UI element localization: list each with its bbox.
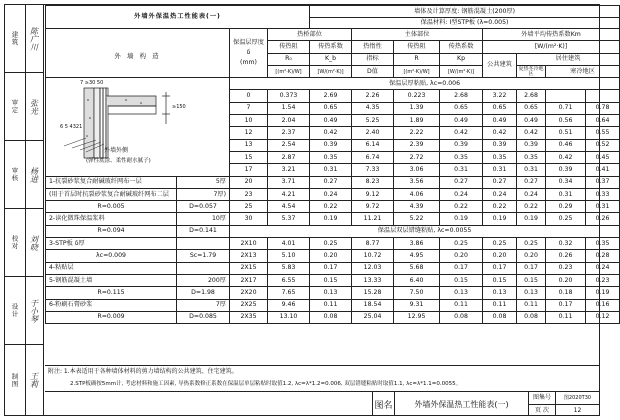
page-label: 页 次 [535,406,549,414]
section-single-layer-header: 保温层厚粘贴, λc=0.006 [230,78,620,90]
value-cell: 0.31 [546,188,586,200]
value-cell: 0.31 [310,164,352,176]
value-cell: 2.39 [394,139,440,151]
signature: 于小琴 [29,298,39,323]
residential-header: 居住建筑 [517,53,620,65]
main-area [45,5,610,415]
value-cell: 0.19 [517,213,546,225]
value-cell [586,90,620,102]
value-cell: 0.17 [546,299,586,311]
value-cell: 2X10 [230,238,268,250]
cold-region-header [546,65,620,77]
layer-name: (用于首层时抗裂砂浆复合耐碱玻纤网布二层 [46,188,177,200]
signature: 陈广川 [29,26,39,51]
value-cell: 0.45 [586,151,620,163]
value-cell: 0.08 [440,311,483,323]
value-cell: 0.17 [440,262,483,274]
value-cell: 1.54 [268,102,310,114]
value-cell: 23 [230,188,268,200]
value-cell: 2.37 [268,127,310,139]
strip-label: 校对 [10,235,19,250]
value-cell: 0.35 [517,151,546,163]
signature: 刘晓 [29,234,39,251]
table-row [46,250,620,262]
value-cell: 0.17 [517,262,546,274]
hot-bridge-header: 热桥部位 [268,29,352,41]
value-cell: 0.11 [517,299,546,311]
value-cell: 0.20 [310,250,352,262]
value-cell: 0.08 [310,311,352,323]
value-cell: 2.72 [394,151,440,163]
diagram-dim-side: ≥150 [172,104,186,111]
value-cell: 6.55 [268,274,310,286]
diagram-labels [46,78,230,170]
value-cell: 10.72 [352,250,394,262]
insulation-spec: 保温材料: Ⅰ型STP板 (λ=0.005) [420,18,509,26]
value-cell: 0.11 [440,299,483,311]
value-cell: 0.18 [546,287,586,299]
table-row [46,287,620,299]
layer-resistance: R=0.009 [46,311,177,323]
value-cell: 0.19 [483,213,517,225]
value-cell: 0.22 [483,201,517,213]
value-cell: 0.34 [546,176,586,188]
value-cell: 0.24 [586,262,620,274]
value-cell: 0.46 [546,139,586,151]
value-cell: 4.54 [268,201,310,213]
value-cell: 0.71 [546,102,586,114]
layer-name: 4-粘贴层 [46,262,177,274]
value-cell: 5.10 [268,250,310,262]
value-cell: 0.35 [586,238,620,250]
value-cell: 0.52 [586,139,620,151]
layer-thickness: 10厚 [177,213,230,225]
value-cell: 13.33 [352,274,394,286]
layer-name: 3-STP板 δ厚 [46,238,177,250]
signature-cell [25,5,43,73]
cold-region-label: 寒冷地区 [570,67,595,75]
value-cell: 0.31 [440,164,483,176]
value-cell: 2X17 [230,274,268,286]
signature-strip [25,5,44,415]
value-cell: 0 [230,90,268,102]
value-cell: 0.15 [310,274,352,286]
value-cell: 0.08 [483,311,517,323]
table-row [46,274,620,286]
strip-label: 建筑 [10,31,19,46]
value-cell: 2.22 [394,127,440,139]
value-cell: 8.23 [352,176,394,188]
layer-resistance: λc=0.009 [46,250,177,262]
value-cell: 0.23 [586,274,620,286]
value-cell: 18.54 [352,299,394,311]
hot-summer-header: 夏热冬冷地区 [518,65,544,77]
value-cell: 0.39 [310,139,352,151]
value-cell: 9.72 [352,201,394,213]
value-cell: 0.13 [310,287,352,299]
value-cell: 0.42 [517,127,546,139]
value-cell: 0.23 [546,262,586,274]
value-cell: 3.86 [394,238,440,250]
layer-inertia: Sc=1.79 [177,250,230,262]
layer-thickness: 200厚 [177,274,230,286]
value-cell: 0.65 [310,102,352,114]
value-cell: 0.22 [440,201,483,213]
avg-coef-header: 外墙平均传热系数Km [483,29,620,41]
table-row [46,176,620,188]
spec-cell [310,6,620,29]
layer-thickness: 5厚 [177,176,230,188]
value-cell: 0.13 [440,287,483,299]
value-cell: 0.39 [483,139,517,151]
value-cell: 2.54 [268,139,310,151]
value-cell: 0.373 [268,90,310,102]
value-cell: 0.223 [394,90,440,102]
ht-coef-label: 传热系数 [440,41,483,53]
value-cell: 0.24 [310,188,352,200]
value-cell: 2.69 [310,90,352,102]
value-cell: 9.12 [352,188,394,200]
value-cell: 11.21 [352,213,394,225]
layer-name: 2-读化微珠保温浆料 [46,213,177,225]
value-cell: 0.42 [546,151,586,163]
value-cell: 0.08 [517,311,546,323]
value-cell: 3.21 [268,164,310,176]
value-cell: 0.24 [483,188,517,200]
value-cell: 9.31 [394,299,440,311]
value-cell: 5.83 [268,262,310,274]
diagram-dim-top: 7 ≥30 50 [80,80,104,87]
value-cell: 2X25 [230,299,268,311]
table-row [46,213,620,225]
strip-label: 设计 [10,303,19,318]
value-cell: 10 [230,115,268,127]
value-cell: 2.87 [268,151,310,163]
value-cell: 25 [230,201,268,213]
value-cell: 0.17 [310,262,352,274]
note-1: 附注: 1.本表适用于各种墙体材料的剪力墙结构的公共建筑、住宅建筑。 [48,368,238,375]
value-cell: 5.25 [352,115,394,127]
value-cell: 15 [230,151,268,163]
signature-cell [25,73,43,141]
kb-unit: [W/(m²·K)] [310,65,352,77]
thickness-symbol: δ [246,49,251,57]
value-cell: 12 [230,127,268,139]
r-unit: [(m²·K)/W] [394,65,440,77]
thermal-inertia-label: 热惰性 [352,41,394,53]
layer-resistance: R=0.094 [46,225,177,237]
value-cell: 2.68 [517,90,546,102]
layer-thickness: 7厚 [177,299,230,311]
base-wall-spec: 墙体及计算厚度: 钢筋混凝土(200厚) [310,7,619,18]
value-cell: 4.35 [352,102,394,114]
value-cell: 3.56 [394,176,440,188]
kp-symbol: Kp [440,53,483,65]
value-cell [546,90,586,102]
value-cell: 0.22 [310,201,352,213]
layer-inertia: D=0.085 [177,311,230,323]
layer-resistance: R=0.005 [46,201,177,213]
table-row [46,238,620,250]
value-cell: 1.89 [394,115,440,127]
ht-resist-label: 传热阻 [268,41,310,53]
ht-resist-label: 传热阻 [394,41,440,53]
value-cell: 0.24 [440,188,483,200]
signature: 张光 [29,98,39,115]
public-building-header: 公共建筑 [483,53,517,78]
value-cell: 6.40 [394,274,440,286]
wall-structure-header [46,29,230,78]
value-cell: 3.06 [394,164,440,176]
value-cell: 4.01 [268,238,310,250]
value-cell: 0.26 [586,213,620,225]
layer-resistance: R=0.115 [46,287,177,299]
strip-label: 审定 [10,99,19,114]
r0-unit: [(m²·K)/W] [268,65,310,77]
value-cell: 0.35 [440,151,483,163]
value-cell: 0.11 [310,299,352,311]
value-cell: 0.41 [586,164,620,176]
signature-cell [25,277,43,345]
value-cell: 0.51 [546,127,586,139]
value-cell: 1.39 [394,102,440,114]
value-cell: 6.74 [352,151,394,163]
value-cell: 0.19 [586,287,620,299]
value-cell: 0.49 [517,115,546,127]
value-cell: 0.32 [546,238,586,250]
value-cell: 0.64 [586,115,620,127]
value-cell: 0.35 [310,151,352,163]
value-cell: 2.26 [352,90,394,102]
signature: 王莉 [29,372,39,388]
value-cell: 0.13 [517,287,546,299]
strip-cell [5,209,25,277]
value-cell: 17 [230,164,268,176]
table-row [46,188,620,200]
signature: 杨进 [29,166,39,183]
diagram-caption-2: (弹性底涂、柔性耐水腻子) [86,158,151,165]
layer-name: 5-钢筋混凝土墙 [46,274,177,286]
signature-cell [25,345,43,415]
value-cell: 0.25 [517,238,546,250]
atlas-label: 图集号 [529,392,555,405]
value-cell: 0.27 [440,176,483,188]
value-cell: 9.46 [268,299,310,311]
value-cell: 3.71 [268,176,310,188]
drawing-name: 外墙外保温热工性能表(一) [394,392,528,416]
value-cell: 0.31 [483,164,517,176]
value-cell: 0.20 [440,250,483,262]
value-cell: 0.24 [517,188,546,200]
thickness-header [230,29,268,78]
approval-strip [5,5,26,415]
value-cell: 0.17 [483,262,517,274]
signature-cell [25,209,43,277]
value-cell: 4.06 [394,188,440,200]
value-cell: 0.11 [483,299,517,311]
note-2: 2.STP板确按5mm计, 考虑材料和施工因素, 导热系数修正系数在保温层单层粘贴时取值1.2, λc=λ*1.2=0.006, 双层错缝粘贴时取值1.1, λc=λ*1.1=0.0055。 [70,381,462,387]
d-value-label: D值 [352,65,394,77]
value-cell: 0.29 [546,201,586,213]
value-cell: 6.14 [352,139,394,151]
strip-label: 制图 [10,372,19,388]
value-cell: 0.15 [517,274,546,286]
thermal-table [45,5,620,324]
value-cell: 0.20 [546,274,586,286]
value-cell: 0.19 [440,213,483,225]
strip-label: 审核 [10,167,19,182]
value-cell: 0.27 [483,176,517,188]
value-cell: 0.15 [483,274,517,286]
layer-inertia: D=0.057 [177,201,230,213]
strip-cell [5,5,25,73]
value-cell: 0.12 [586,311,620,323]
value-cell: 0.65 [440,102,483,114]
value-cell: 0.19 [310,213,352,225]
value-cell: 0.25 [440,238,483,250]
thickness-label: 保温层厚度 [233,39,264,47]
value-cell: 0.49 [440,115,483,127]
value-cell: 0.27 [310,176,352,188]
kp-unit: [W/(m²·K)] [440,65,483,77]
strip-cell [5,73,25,141]
value-cell: 3.22 [483,90,517,102]
r0-symbol: R₀ [268,53,310,65]
value-cell: 0.78 [586,102,620,114]
page-title: 外墙外保温热工性能表(一) [46,6,310,29]
value-cell: 0.15 [440,274,483,286]
value-cell: 7.50 [394,287,440,299]
diagram-caption: 外墙外侧 [104,147,129,155]
r-symbol: R [394,53,440,65]
value-cell: 0.56 [546,115,586,127]
value-cell: 12.03 [352,262,394,274]
notes [45,365,599,391]
value-cell: 7.33 [352,164,394,176]
value-cell: 0.55 [586,127,620,139]
layer-inertia: D=0.141 [177,225,230,237]
value-cell: 0.39 [546,164,586,176]
table-row [46,299,620,311]
value-cell: 2.04 [268,115,310,127]
value-cell: 0.33 [586,188,620,200]
value-cell: 13.10 [268,311,310,323]
drawing-sheet [4,4,610,416]
value-cell: 8.77 [352,238,394,250]
value-cell: 13 [230,139,268,151]
value-cell: 30 [230,213,268,225]
strip-cell [5,141,25,209]
value-cell: 7.65 [268,287,310,299]
value-cell: 0.35 [483,151,517,163]
title-block [45,391,599,416]
value-cell: 0.65 [483,102,517,114]
section-double-layer-header: 保温层双层错缝粘贴, λc=0.0055 [230,225,620,237]
atlas-number: 图2020T30 [556,392,599,405]
signature-cell [25,141,43,209]
value-cell: 0.31 [517,164,546,176]
value-cell: 2X13 [230,250,268,262]
wall-structure-label: 外 墙 构 造 [114,52,161,60]
value-cell: 4.95 [394,250,440,262]
diagram-layer-numbers: 6 5 4321 [60,124,83,131]
value-cell: 0.25 [546,213,586,225]
value-cell: 0.25 [483,238,517,250]
value-cell: 0.31 [586,201,620,213]
d-index-label: 指标 [352,53,394,65]
value-cell: 0.39 [517,139,546,151]
layer-thickness [177,262,230,274]
layer-inertia: D=1.98 [177,287,230,299]
construction-diagram-cell [46,78,230,176]
value-cell: 0.26 [546,250,586,262]
layer-name: 6-粉刷石膏砂浆 [46,299,177,311]
drawing-name-label: 图名 [372,392,394,416]
avg-unit: [W/(m²·K)] [483,41,620,53]
value-cell: 0.22 [517,201,546,213]
ht-coef-label: 传热系数 [310,41,352,53]
value-cell: 0.49 [483,115,517,127]
atlas-page-labels [528,392,555,416]
layer-name: 1-抗裂砂浆复合耐碱玻纤网布一层 [46,176,177,188]
value-cell: 0.39 [440,139,483,151]
value-cell: 0.27 [517,176,546,188]
value-cell: 25.04 [352,311,394,323]
value-cell: 0.42 [440,127,483,139]
value-cell: 2X15 [230,262,268,274]
kb-symbol: K_b [310,53,352,65]
table-row [46,201,620,213]
page-number: 12 [573,406,582,414]
thickness-unit: (mm) [240,59,257,67]
main-part-header: 主体部位 [352,29,483,41]
value-cell: 0.37 [586,176,620,188]
value-cell: 5.22 [394,213,440,225]
value-cell: 0.20 [483,250,517,262]
value-cell: 0.49 [310,115,352,127]
value-cell: 0.42 [483,127,517,139]
value-cell: 7 [230,102,268,114]
strip-cell [5,277,25,345]
value-cell: 2X35 [230,311,268,323]
layer-thickness: 7厚) [177,188,230,200]
value-cell: 0.13 [483,287,517,299]
value-cell: 15.28 [352,287,394,299]
value-cell: 2.40 [352,127,394,139]
value-cell: 0.16 [586,299,620,311]
value-cell: 0.11 [546,311,586,323]
value-cell: 0.65 [517,102,546,114]
strip-cell [5,345,25,415]
value-cell: 4.39 [394,201,440,213]
table-row [46,262,620,274]
value-cell: 20 [230,176,268,188]
value-cell: 4.21 [268,188,310,200]
value-cell: 12.95 [394,311,440,323]
value-cell: 0.20 [517,250,546,262]
value-cell: 0.25 [310,238,352,250]
value-cell: 5.68 [394,262,440,274]
layer-thickness [177,238,230,250]
value-cell: 2X20 [230,287,268,299]
value-cell: 5.37 [268,213,310,225]
value-cell: 0.42 [310,127,352,139]
value-cell: 2.68 [440,90,483,102]
value-cell: 0.28 [586,250,620,262]
table-row [46,311,620,323]
atlas-page-values [555,392,599,416]
